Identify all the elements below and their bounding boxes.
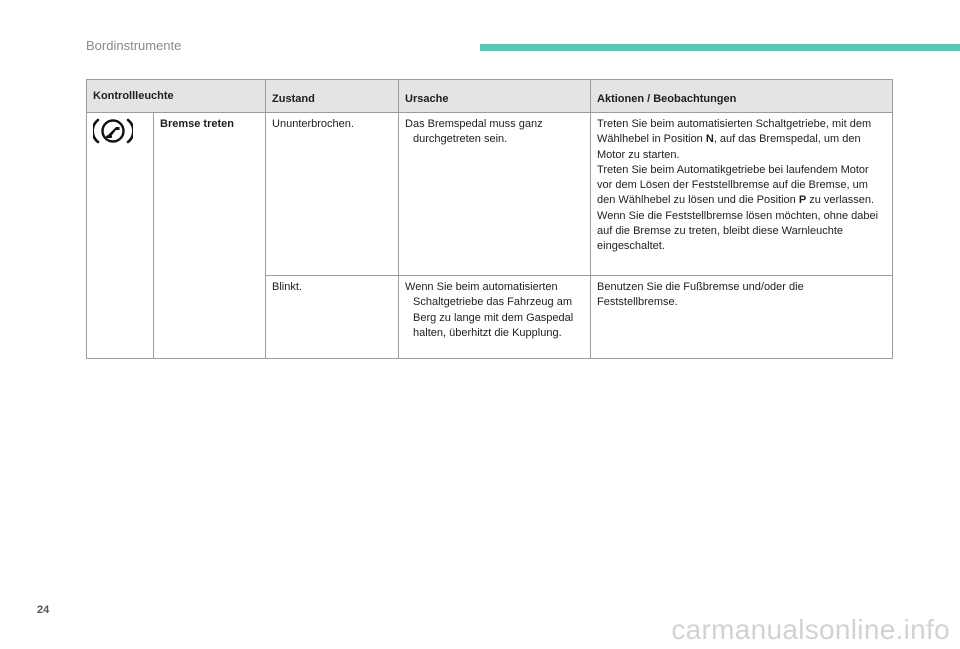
- aktionen-text-3: Treten Sie beim Automatikgetriebe bei laufendem Motor vor dem Lösen der Feststellbremse auf die Bremse, um den Wählhebel zu lösen und die Position: [597, 163, 869, 207]
- aktionen-cell: Benutzen Sie die Fußbremse und/oder die Feststellbremse.: [591, 276, 893, 359]
- header-zustand: Zustand: [266, 80, 399, 113]
- warning-light-name: Bremse treten: [154, 113, 266, 359]
- header-aktionen: Aktionen / Beobachtungen: [591, 80, 893, 113]
- table-row: [87, 113, 893, 276]
- page-number: 24: [37, 604, 50, 616]
- ursache-cell: [399, 276, 591, 359]
- zustand-cell: Blinkt.: [266, 276, 399, 359]
- ursache-text: Wenn Sie beim automatisierten Schaltgetriebe das Fahrzeug am Berg zu lange mit dem Gaspedal halten, überhitzt die Kupplung.: [405, 281, 574, 339]
- aktionen-cell: [591, 113, 893, 276]
- warning-light-icon-cell: [87, 113, 154, 359]
- brake-pedal-warning-icon: [93, 117, 133, 145]
- zustand-cell: Ununterbrochen.: [266, 113, 399, 276]
- gear-position-p: P: [798, 194, 807, 207]
- aktionen-text-1: Treten Sie beim automatisierten Schaltgetriebe, mit dem Wählhebel in Position: [597, 118, 872, 146]
- header-ursache: Ursache: [399, 80, 591, 113]
- aktionen-text-2: , auf das Bremspedal, um den Motor zu starten.: [597, 133, 861, 161]
- aktionen-text-5: Wenn Sie die Feststellbremse lösen möchten, ohne dabei auf die Bremse zu treten, bleibt diese Warnleuchte eingeschaltet.: [597, 209, 879, 253]
- section-title: Bordinstrumente: [86, 38, 182, 53]
- gear-position-n: N: [705, 133, 714, 146]
- header-kontrollleuchte: Kontrollleuchte: [87, 80, 266, 113]
- ursache-cell: [399, 113, 591, 276]
- warning-lights-table: [86, 79, 893, 359]
- ursache-text: Das Bremspedal muss ganz durchgetreten sein.: [405, 118, 543, 146]
- aktionen-text-4: zu verlassen.: [806, 194, 875, 207]
- header-accent-bar: [480, 44, 960, 51]
- watermark: carmanualsonline.info: [671, 614, 950, 645]
